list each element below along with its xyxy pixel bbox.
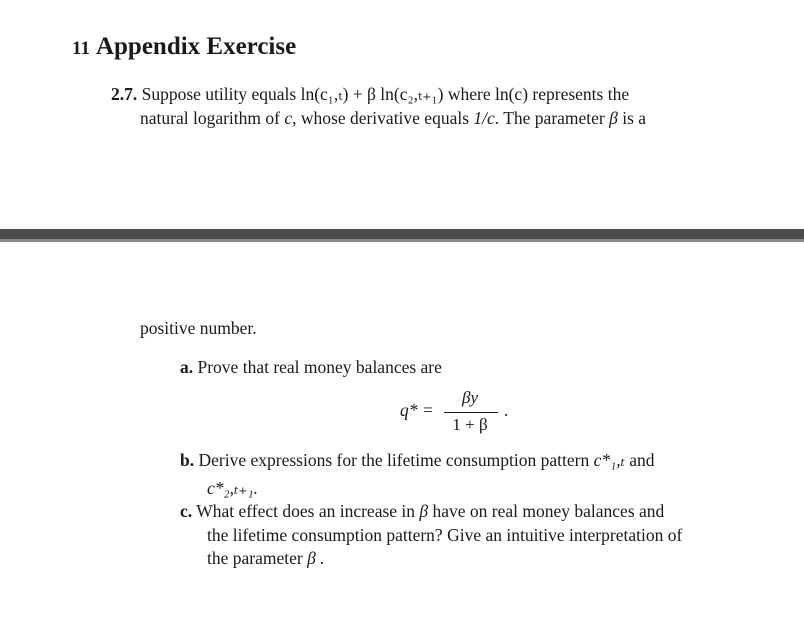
part-c-line1: What effect does an increase in (196, 501, 416, 521)
parameter-text: . The parameter (494, 108, 605, 128)
c2-star-value: c*₂,ₜ₊₁. (207, 478, 258, 498)
section-title: Appendix Exercise (95, 33, 297, 60)
part-c-line1-end: have on real money balances and (432, 501, 665, 521)
part-c-beta: β (419, 501, 429, 521)
derivative-text: , whose derivative equals (292, 108, 470, 128)
part-a-text: Prove that real money balances are (197, 357, 442, 377)
exercise-line-3: positive number. (140, 318, 257, 338)
part-c-line3-beta: β . (307, 548, 325, 568)
natural-log-text: natural logarithm of (140, 108, 280, 128)
fraction-bar (444, 412, 498, 413)
equation-fraction (440, 388, 502, 438)
exercise-line-2 (140, 108, 646, 129)
part-c-line3-text: the parameter (207, 548, 303, 568)
exercise-line-1 (111, 84, 629, 105)
part-c-line3 (207, 548, 325, 569)
represents-text: represents the (532, 84, 630, 104)
exercise-intro-text: Suppose utility equals (141, 84, 297, 104)
part-c-line2: the lifetime consumption pattern? Give an intuitive interpretation of (207, 525, 683, 545)
exercise-label: 2.7. (111, 84, 138, 104)
is-a-text: is a (622, 108, 647, 128)
q-star-equals: q* = (400, 400, 434, 420)
page-divider (0, 229, 804, 242)
fraction-denominator: 1 + β (452, 415, 488, 434)
section-heading (72, 33, 296, 61)
part-c (180, 501, 664, 522)
part-a (180, 357, 442, 378)
derivative-expression: 1/c (473, 108, 495, 128)
fraction-numerator: βy (461, 388, 478, 407)
c1-star-expression: c*₁,ₜ (593, 450, 625, 470)
part-c-label: c. (180, 501, 193, 521)
equation-lhs (400, 400, 434, 421)
where-text: where (447, 84, 491, 104)
part-b (180, 450, 655, 471)
part-b-label: b. (180, 450, 195, 470)
equation-period: . (504, 400, 509, 420)
utility-expression: ln(c₁,ₜ) + β ln(c₂,ₜ₊₁) (300, 84, 444, 104)
and-text: and (629, 450, 655, 470)
part-a-label: a. (180, 357, 194, 377)
section-number: 11 (72, 38, 90, 59)
ln-c-expression: ln(c) (494, 84, 529, 104)
c-variable: c (284, 108, 293, 128)
beta-symbol: β (609, 108, 618, 128)
c2-star-expression (207, 478, 258, 499)
part-b-text: Derive expressions for the lifetime consumption pattern (198, 450, 590, 470)
